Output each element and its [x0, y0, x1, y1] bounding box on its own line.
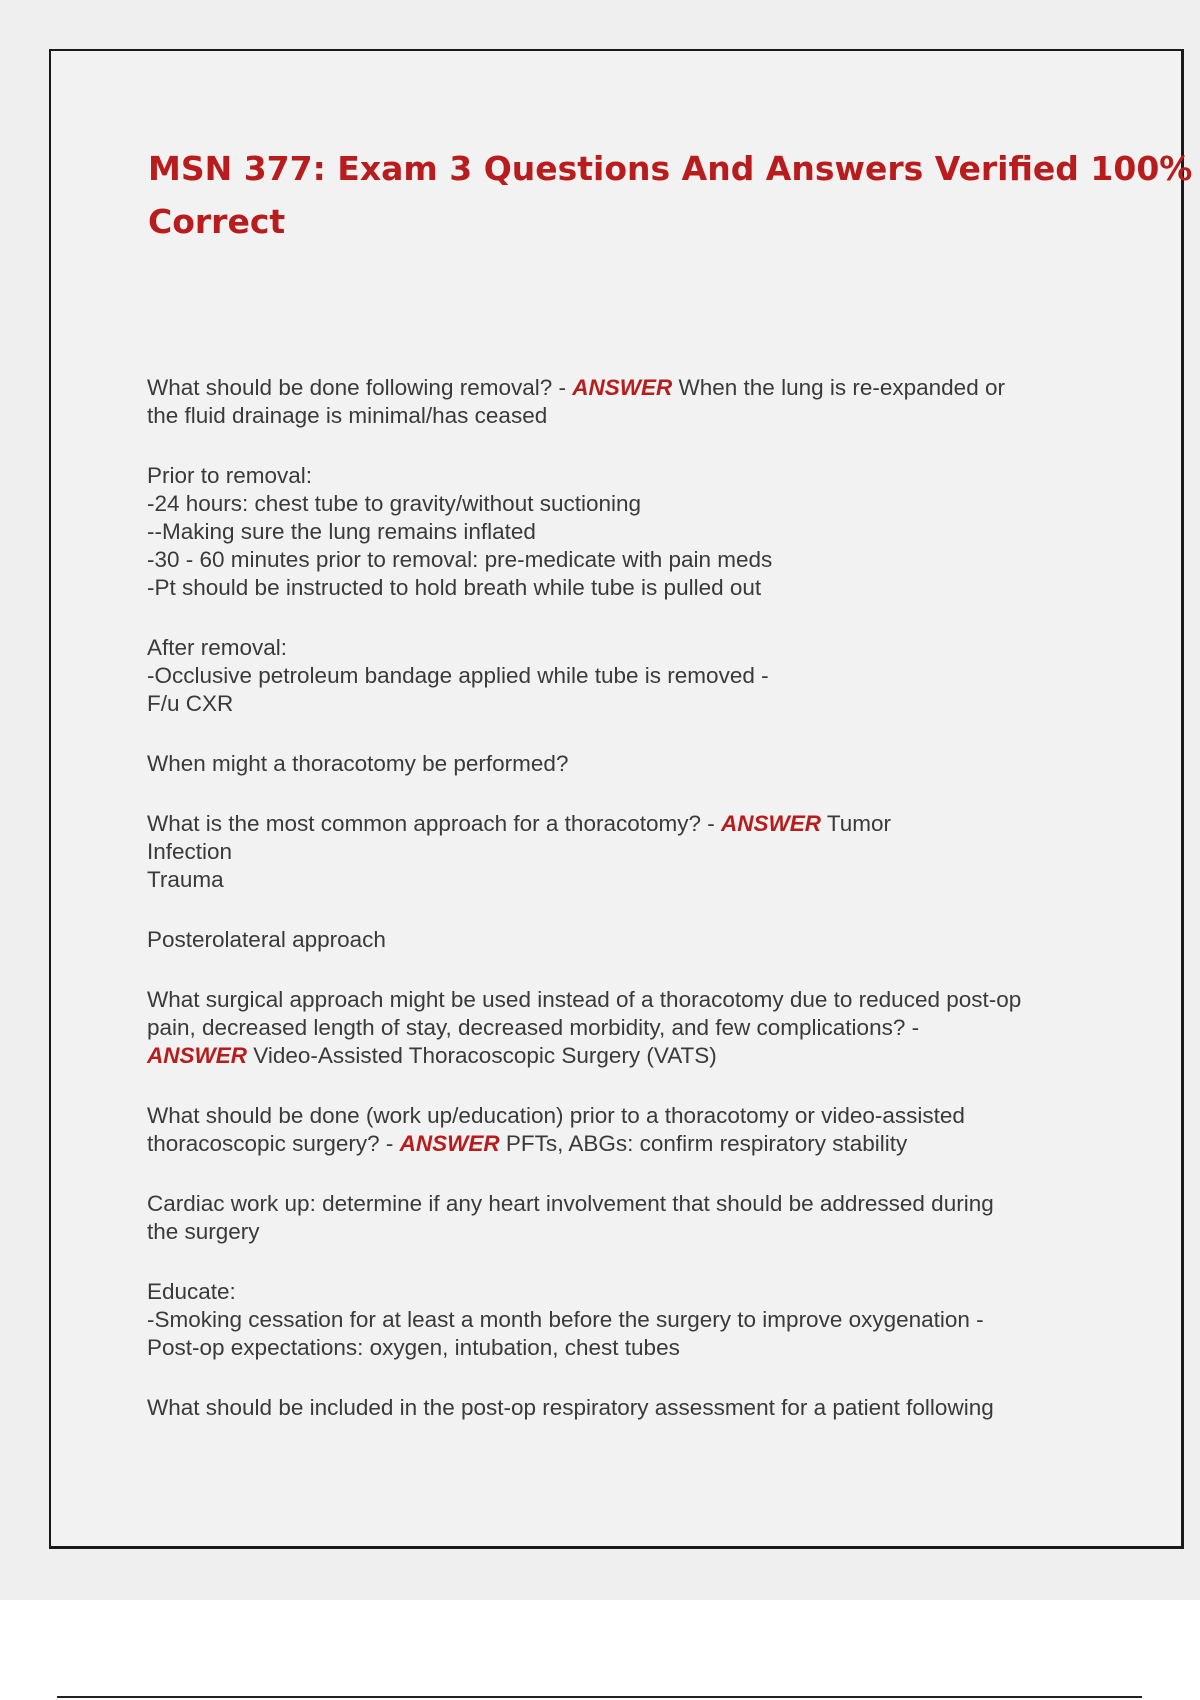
question-line: What should be done following removal? - ANSWER When the lung is re-expanded or [147, 375, 1005, 400]
question-line: pain, decreased length of stay, decreased morbidity, and few complications? - [147, 1015, 920, 1040]
section-heading: Educate: [147, 1279, 236, 1304]
answer-line: the surgery [147, 1219, 260, 1244]
answer-label: ANSWER [721, 811, 821, 836]
document-title [148, 142, 1193, 248]
list-item: --Making sure the lung remains inflated [147, 519, 536, 544]
answer-label: ANSWER [572, 375, 673, 400]
list-item: -24 hours: chest tube to gravity/without suctioning [147, 491, 642, 516]
document-page [49, 49, 1193, 1549]
question-line: What is the most common approach for a thoracotomy? - ANSWER Tumor [147, 811, 892, 836]
answer-line: ANSWER Video-Assisted Thoracoscopic Surgery (VATS) [147, 1043, 717, 1068]
question-line: What should be included in the post-op respiratory assessment for a patient following [147, 1395, 994, 1420]
document-body [147, 374, 1147, 1454]
answer-line: Cardiac work up: determine if any heart involvement that should be addressed during [147, 1191, 994, 1216]
answer-label: ANSWER [147, 1043, 247, 1068]
answer-line: the fluid drainage is minimal/has ceased [147, 403, 548, 428]
text-block [147, 1190, 1147, 1246]
section-heading: After removal: [147, 635, 288, 660]
list-item: -Smoking cessation for at least a month before the surgery to improve oxygenation - [147, 1307, 984, 1332]
text-block [147, 634, 1147, 718]
answer-line: Trauma [147, 867, 224, 892]
footer-divider [57, 1696, 1142, 1698]
list-item: -Occlusive petroleum bandage applied while tube is removed - [147, 663, 769, 688]
text-block [147, 1278, 1147, 1362]
text-block [147, 926, 1147, 954]
title-line: Correct [148, 202, 286, 241]
answer-line: Posterolateral approach [147, 927, 386, 952]
title-line: MSN 377: Exam 3 Questions And Answers Verified 100% [148, 149, 1193, 188]
list-item: -30 - 60 minutes prior to removal: pre-medicate with pain meds [147, 547, 773, 572]
qa-item [147, 1394, 1147, 1422]
qa-item [147, 374, 1147, 430]
list-item: -Pt should be instructed to hold breath while tube is pulled out [147, 575, 762, 600]
text-block [147, 462, 1147, 602]
question-line: What surgical approach might be used instead of a thoracotomy due to reduced post-op [147, 987, 1022, 1012]
question-line: thoracoscopic surgery? - ANSWER PFTs, ABGs: confirm respiratory stability [147, 1131, 908, 1156]
qa-item [147, 986, 1147, 1070]
qa-item [147, 810, 1147, 894]
section-heading: Prior to removal: [147, 463, 313, 488]
qa-item [147, 1102, 1147, 1158]
question-line: When might a thoracotomy be performed? [147, 751, 569, 776]
question-line: What should be done (work up/education) prior to a thoracotomy or video-assisted [147, 1103, 965, 1128]
list-item: F/u CXR [147, 691, 234, 716]
answer-label: ANSWER [399, 1131, 500, 1156]
qa-item [147, 750, 1147, 778]
list-item: Post-op expectations: oxygen, intubation, chest tubes [147, 1335, 680, 1360]
answer-line: Infection [147, 839, 233, 864]
